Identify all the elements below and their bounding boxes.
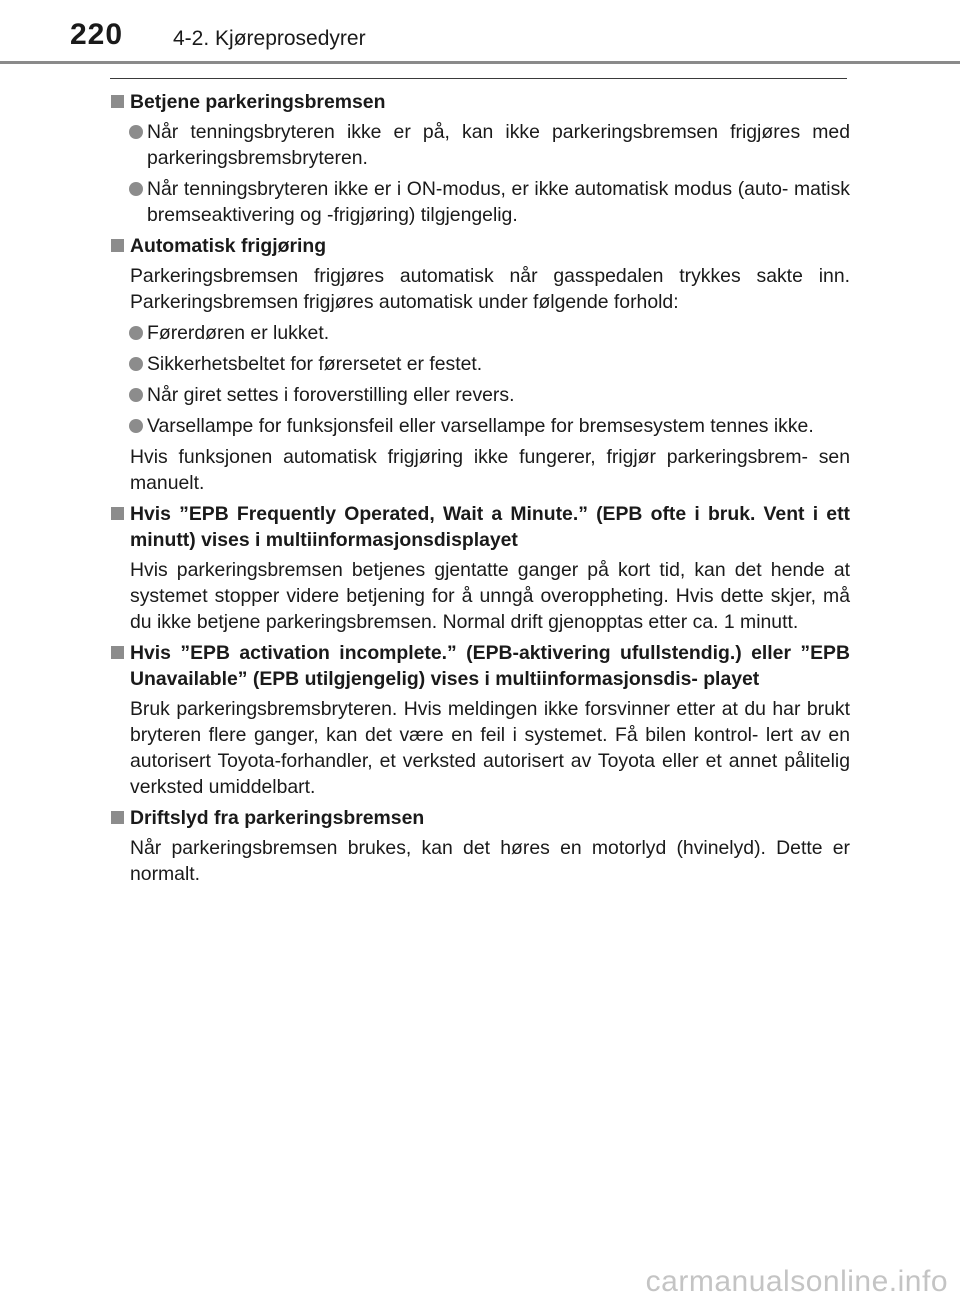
paragraph: Hvis parkeringsbremsen betjenes gjentatte ganger på kort tid, kan det hende at systemet stopper videre betjening for å unngå overoppheting. Hvis dette skjer, må du ikke betjene parkeringsbremsen. Normal drift gjenopptas etter ca. 1 minutt. <box>130 559 850 633</box>
list-item <box>110 351 850 377</box>
section-betjene <box>110 89 850 228</box>
circle-bullet-icon <box>129 326 143 340</box>
list-item-text: Når giret settes i foroverstilling eller revers. <box>147 384 515 406</box>
list-item-text: Når tenningsbryteren ikke er på, kan ikke parkeringsbremsen frigjøres med parkeringsbremsbryteren. <box>147 121 850 169</box>
list-item-text: Sikkerhetsbeltet for førersetet er festet. <box>147 353 483 375</box>
paragraph: Parkeringsbremsen frigjøres automatisk når gasspedalen trykkes sakte inn. Parkeringsbremsen frigjøres automatisk under følgende forhold: <box>130 265 850 313</box>
header-divider <box>0 61 960 64</box>
section-heading <box>110 640 850 692</box>
square-bullet-icon <box>111 507 124 520</box>
circle-bullet-icon <box>129 357 143 371</box>
paragraph: Bruk parkeringsbremsbryteren. Hvis meldingen ikke forsvinner etter at du har brukt bryteren flere ganger, kan det være en feil i systemet. Få bilen kontrol- lert av en autorisert Toyota-forhandler, et verksted autorisert av Toyota eller et annet pålitelig verksted umiddelbart. <box>130 698 850 798</box>
list-item <box>110 119 850 171</box>
section-heading-text: Driftslyd fra parkeringsbremsen <box>130 807 425 829</box>
page-header <box>0 0 960 62</box>
section-epb-activation-incomplete <box>110 640 850 800</box>
circle-bullet-icon <box>129 125 143 139</box>
list-item <box>110 320 850 346</box>
square-bullet-icon <box>111 239 124 252</box>
square-bullet-icon <box>111 811 124 824</box>
section-automatisk-frigjoring <box>110 233 850 496</box>
section-title: 4-2. Kjøreprosedyrer <box>173 27 366 50</box>
section-heading-text: Betjene parkeringsbremsen <box>130 91 386 113</box>
section-heading <box>110 501 850 553</box>
section-heading-text: Hvis ”EPB Frequently Operated, Wait a Minute.” (EPB ofte i bruk. Vent i ett minutt) vises i multiinformasjonsdisplayet <box>130 503 850 551</box>
list-item-text: Når tenningsbryteren ikke er i ON-modus, er ikke automatisk modus (auto- matisk bremseaktivering og -frigjøring) tilgjengelig. <box>147 178 850 226</box>
main-content <box>110 89 850 892</box>
paragraph: Hvis funksjonen automatisk frigjøring ikke fungerer, frigjør parkeringsbrem- sen manuelt. <box>130 446 850 494</box>
content-top-divider <box>110 78 847 79</box>
list-item-text: Varsellampe for funksjonsfeil eller varsellampe for bremsesystem tennes ikke. <box>147 415 814 437</box>
section-epb-frequently-operated <box>110 501 850 635</box>
list-item <box>110 382 850 408</box>
section-heading-text: Automatisk frigjøring <box>130 235 327 257</box>
list-item-text: Førerdøren er lukket. <box>147 322 330 344</box>
section-driftslyd <box>110 805 850 887</box>
paragraph: Når parkeringsbremsen brukes, kan det høres en motorlyd (hvinelyd). Dette er normalt. <box>130 837 850 885</box>
section-heading <box>110 233 850 259</box>
square-bullet-icon <box>111 95 124 108</box>
list-item <box>110 413 850 439</box>
circle-bullet-icon <box>129 388 143 402</box>
list-item <box>110 176 850 228</box>
square-bullet-icon <box>111 646 124 659</box>
page-number: 220 <box>70 18 124 51</box>
section-heading <box>110 805 850 831</box>
watermark: carmanualsonline.info <box>645 1265 948 1298</box>
circle-bullet-icon <box>129 182 143 196</box>
section-heading-text: Hvis ”EPB activation incomplete.” (EPB-aktivering ufullstendig.) eller ”EPB Unavailable” (EPB utilgjengelig) vises i multiinformasjonsdis- playet <box>130 642 850 690</box>
circle-bullet-icon <box>129 419 143 433</box>
section-heading <box>110 89 850 115</box>
